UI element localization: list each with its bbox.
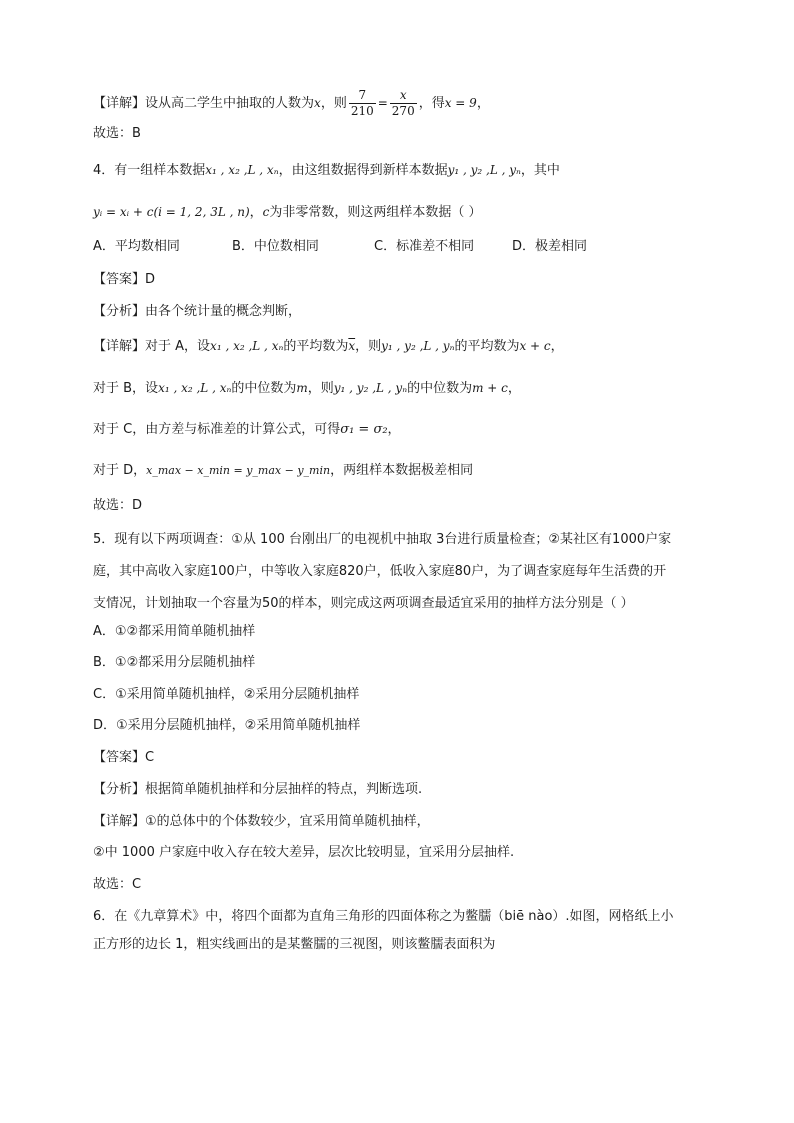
q3-equals: = [377,96,388,110]
q4-choice: 故选：D [93,498,143,513]
q5-analysis [93,780,422,800]
q4-d1-a: 对于 A，设 [145,339,211,354]
q3-fraction-1 [349,88,376,119]
q5-detail-line-1 [93,812,430,832]
q6-stem-line-1: 6．在《九章算术》中，将四个面都为直角三角形的四面体称之为鳖臑（biē nào）.如图，网格纸上小 [93,909,674,924]
q3-detail-text-b: ，则 [320,96,347,111]
q4-answer-value: D [145,272,156,287]
q3-frac1-num: 7 [349,88,376,104]
q4-var-c: c [262,205,270,219]
q4-d2-m: m [296,381,308,395]
q4-analysis-text: 由各个统计量的概念判断， [145,304,302,319]
q4-d4-b: ，两组样本数据极差相同 [330,463,474,478]
q5-analysis-text: 根据简单随机抽样和分层抽样的特点，判断选项. [145,782,423,797]
q4-option-d: D．极差相同 [512,239,588,254]
q3-detail-text-a: 设从高二学生中抽取的人数为 [145,96,315,111]
q4-option-b: B．中位数相同 [232,239,319,254]
q3-frac2-den: 270 [391,104,415,118]
q4-stem2-b: 为非零常数，则这两组样本数据（ ） [269,205,482,220]
q4-d4-eq: x_max − x_min = y_max − y_min [146,464,331,477]
q4-stem-line-2 [93,202,482,223]
q4-d2-c: ，则 [307,381,334,396]
q4-d1-result: x + c [519,339,551,353]
q5-answer [93,748,154,768]
q4-stem-line-1 [93,160,560,181]
q4-stem2-a: ， [249,205,263,220]
analysis-tag: 【分析】 [93,782,146,797]
q4-stem1-a: 4．有一组样本数据 [93,163,206,178]
q4-stem1-c: ，其中 [520,163,560,178]
q3-choice: 故选：B [93,126,141,141]
q4-d3-eq: σ₁ = σ₂ [340,422,388,437]
detail-tag: 【详解】 [93,814,146,829]
answer-tag: 【答案】 [93,750,146,765]
q4-d2-result: m + c [472,381,508,395]
q4-analysis [93,302,301,322]
q5-option-c: C．①采用简单随机抽样，②采用分层随机抽样 [93,687,360,702]
q4-d3-a: 对于 C，由方差与标准差的计算公式，可得 [93,422,341,437]
q4-detail-line-1 [93,336,564,357]
q4-d3-end: ， [387,422,401,437]
q4-d1-b: 的平均数为 [283,339,349,354]
analysis-tag: 【分析】 [93,304,146,319]
q3-result: x = 9 [444,96,477,110]
q4-detail-line-2 [93,378,521,399]
q4-detail-line-3 [93,420,401,440]
q4-option-a: A．平均数相同 [93,239,180,254]
q3-fraction-2 [390,88,417,119]
q3-detail-end: ， [476,96,490,111]
q4-x-list: x₁ , x₂ ,L , xₙ [205,163,279,177]
q5-option-a: A．①②都采用简单随机抽样 [93,624,256,639]
answer-tag: 【答案】 [93,272,146,287]
q3-var-x: x [314,96,321,110]
q4-d1-y-list: y₁ , y₂ ,L , yₙ [381,339,455,353]
q4-formula: yᵢ = xᵢ + c [93,205,154,219]
q4-stem1-b: ，由这组数据得到新样本数据 [278,163,448,178]
q3-frac2-num: x [390,88,417,104]
q4-d1-x-list: x₁ , x₂ ,L , xₙ [210,339,284,353]
q4-d1-d: 的平均数为 [454,339,520,354]
q4-d2-end: ， [507,381,521,396]
q4-answer [93,270,155,290]
q4-d1-xbar: $\overline{x}$ [348,339,356,353]
q4-detail-line-4 [93,461,473,481]
q4-formula-range: (i = 1, 2, 3L , n) [153,205,250,219]
q5-detail-line-2: ②中 1000 户家庭中收入存在较大差异，层次比较明显，宜采用分层抽样. [93,845,515,860]
q5-stem-line-1: 5．现有以下两项调查：①从 100 台刚出厂的电视机中抽取 3台进行质量检查；②某社区有1000户家 [93,532,672,547]
q4-y-list: y₁ , y₂ ,L , yₙ [447,163,521,177]
q4-d1-c: ，则 [355,339,382,354]
q5-choice: 故选：C [93,877,142,892]
q4-d4-a: 对于 D， [93,463,147,478]
q4-d2-d: 的中位数为 [407,381,473,396]
q5-option-b: B．①②都采用分层随机抽样 [93,655,256,670]
q3-detail-line [93,88,490,119]
q3-frac1-den: 210 [350,104,374,118]
q4-options [93,237,587,257]
q5-option-d: D．①采用分层随机抽样，②采用简单随机抽样 [93,718,361,733]
detail-tag: 【详解】 [93,339,146,354]
q4-d2-y-list: y₁ , y₂ ,L , yₙ [333,381,408,395]
q5-answer-value: C [145,750,155,765]
q4-d2-b: 的中位数为 [231,381,297,396]
q4-d2-a: 对于 B，设 [93,381,159,396]
q4-d1-end: ， [550,339,564,354]
q4-option-c: C．标准差不相同 [374,239,475,254]
detail-tag: 【详解】 [93,96,146,111]
q6-stem-line-2: 正方形的边长 1，粗实线画出的是某鳖臑的三视图，则该鳖臑表面积为 [93,937,496,952]
q5-detail-text-1: ①的总体中的个体数较少，宜采用简单随机抽样， [145,814,430,829]
q5-stem-line-2: 庭，其中高收入家庭100户，中等收入家庭820户，低收入家庭80户，为了调查家庭每年生活费的开 [93,564,667,579]
q3-detail-text-c: ，得 [418,96,445,111]
q4-d2-x-list: x₁ , x₂ ,L , xₙ [158,381,232,395]
q5-stem-line-3: 支情况，计划抽取一个容量为50的样本，则完成这两项调查最适宜采用的抽样方法分别是（ ） [93,596,634,611]
